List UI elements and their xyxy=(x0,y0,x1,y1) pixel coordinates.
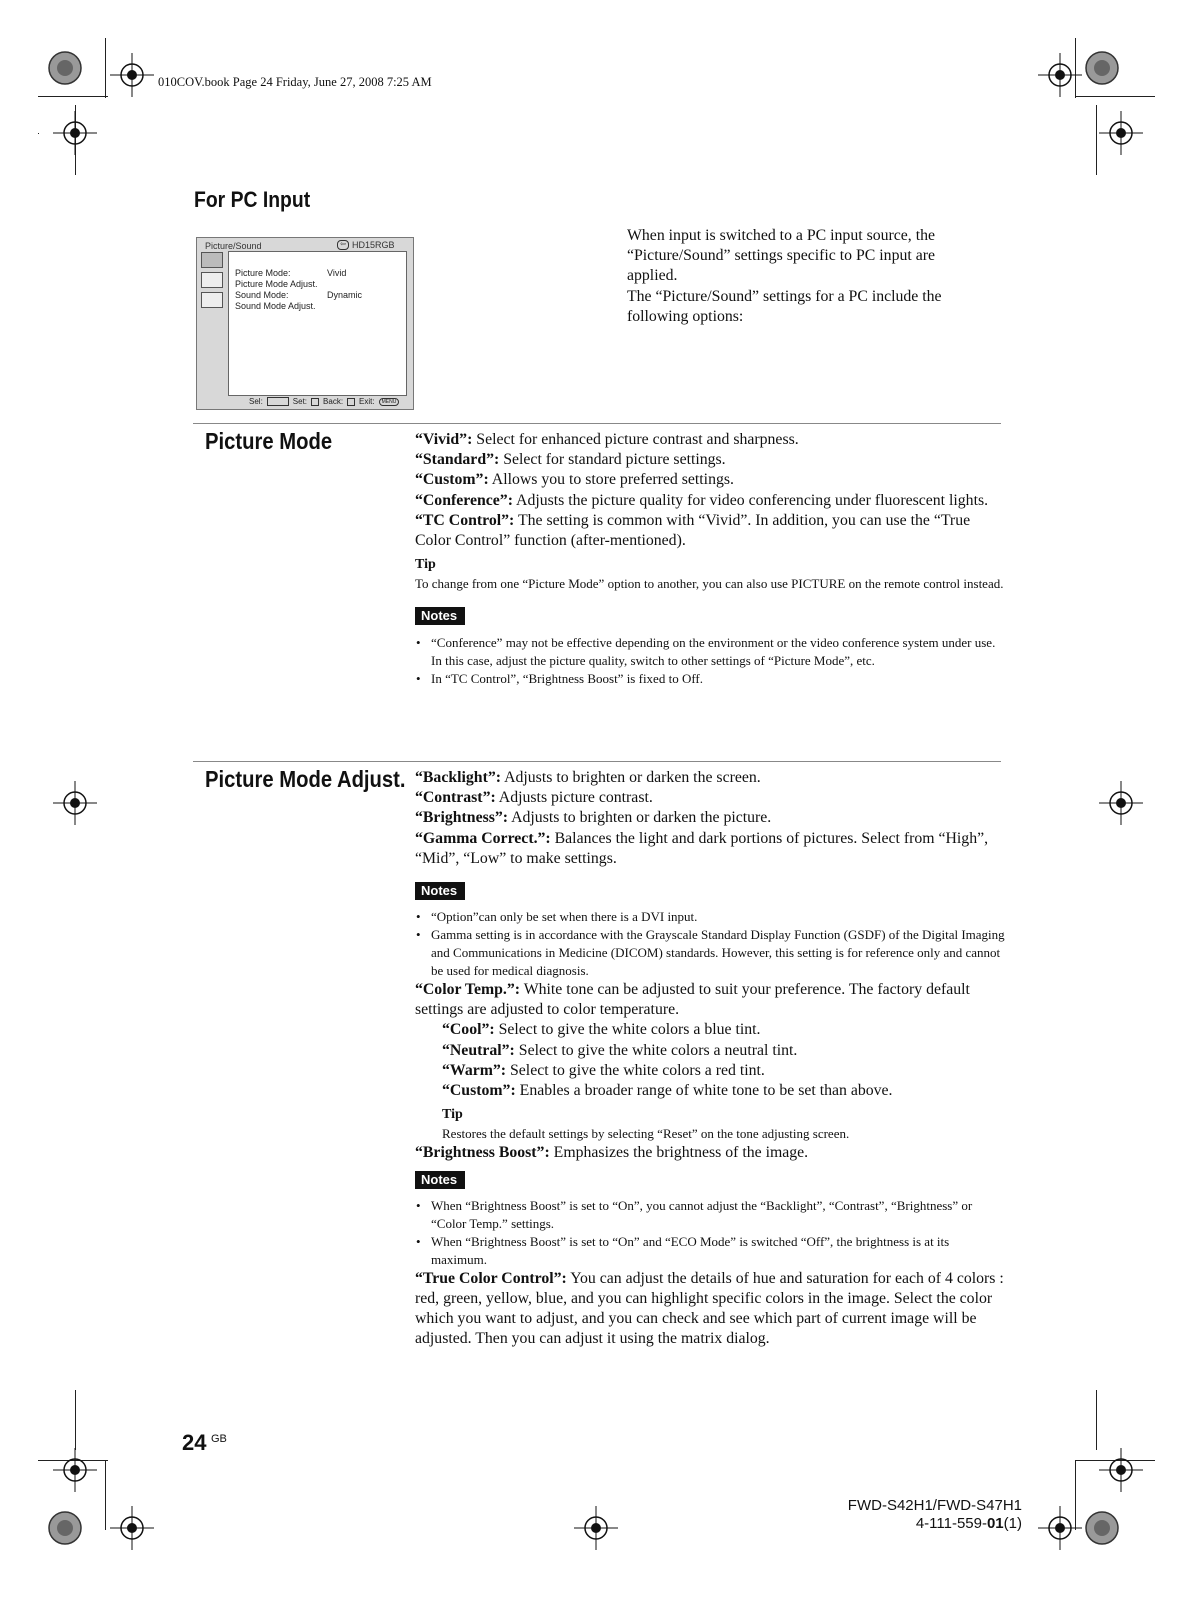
option-gamma: “Gamma Correct.”: Balances the light and dark portions of pictures. Select from “High”, “Mid”, “Low” to make settings. xyxy=(415,829,989,867)
picture-mode-adjust-heading: Picture Mode Adjust. xyxy=(205,766,406,792)
notes-badge: Notes xyxy=(415,882,465,900)
section-divider xyxy=(193,761,1001,762)
option-color-temp: “Color Temp.”: White tone can be adjusted to suit your preference. The factory default settings are adjusted to color temperature. xyxy=(415,981,970,1019)
notes-list xyxy=(415,1197,1005,1269)
registration-target-icon xyxy=(110,1506,154,1550)
notes-badge-wrap xyxy=(415,607,1005,625)
option-brightness-boost: “Brightness Boost”: Emphasizes the brightness of the image. xyxy=(415,1144,809,1162)
page-number: 24 $^{GB}$ xyxy=(182,1430,227,1455)
notes-badge-wrap xyxy=(415,1171,1005,1189)
menu-panel xyxy=(228,251,407,396)
note-item: • Gamma setting is in accordance with the Grayscale Standard Display Function (GSDF) of the Digital Imaging and Communications in Medicine (DICOM) standards. However, this setting is for reference only and cannot be used for medical diagnosis. xyxy=(415,926,1005,980)
option-warm: “Warm”: Select to give the white colors a red tint. xyxy=(442,1061,765,1079)
registration-target-icon xyxy=(1099,781,1143,825)
notes-badge-wrap xyxy=(415,882,1005,900)
note-item: • “Conference” may not be effective depending on the environment or the video conference system under use. In this case, adjust the picture quality, switch to other settings of “Picture Mode”, etc. xyxy=(415,634,1005,670)
option-custom-temp: “Custom”: Enables a broader range of white tone to be set than above. xyxy=(442,1082,893,1100)
back-key-icon xyxy=(347,398,355,406)
intro-line: “Picture/Sound” settings specific to PC input are xyxy=(627,247,935,265)
option-standard: “Standard”: Select for standard picture settings. xyxy=(415,451,726,469)
menu-items xyxy=(235,268,400,312)
option-vivid: “Vivid”: Select for enhanced picture contrast and sharpness. xyxy=(415,431,799,448)
color-target-icon xyxy=(1086,52,1118,84)
arrow-keys-icon xyxy=(267,397,289,406)
tip-label: Tip xyxy=(415,557,436,573)
adjust-options xyxy=(415,768,1005,869)
tip-label: Tip xyxy=(442,1107,463,1123)
option-neutral: “Neutral”: Select to give the white colors a neutral tint. xyxy=(442,1041,798,1059)
model-number: FWD-S42H1/FWD-S47H1 xyxy=(847,1497,1022,1514)
registration-target-icon xyxy=(574,1506,618,1550)
setup-icon xyxy=(201,272,223,288)
intro-line: applied. xyxy=(627,267,678,285)
note-item: • “Option”can only be set when there is a DVI input. xyxy=(415,908,1005,926)
option-tc-control: “TC Control”: The setting is common with “Vivid”. In addition, you can use the “True Color Control” function (after-mentioned). xyxy=(415,511,971,550)
menu-footer: Sel: Set: Back: Exit: MENU xyxy=(249,397,399,406)
section-title: For PC Input xyxy=(194,187,311,212)
tip-text: Restores the default settings by selecting “Reset” on the tone adjusting screen. xyxy=(442,1126,850,1142)
input-icon: ⇦ xyxy=(337,240,349,250)
note-item: • When “Brightness Boost” is set to “On” and “ECO Mode” is switched “Off”, the brightness is at its maximum. xyxy=(415,1233,1005,1269)
part-code: 4-111-559-01(1) xyxy=(915,1515,1022,1532)
color-target-icon xyxy=(1086,1512,1118,1544)
intro-line: When input is switched to a PC input source, the xyxy=(627,227,935,244)
tip-text: To change from one “Picture Mode” option to another, you can also use PICTURE on the remote control instead. xyxy=(415,576,1004,592)
option-true-color-control: “True Color Control”: You can adjust the details of hue and saturation for each of 4 colors : red, green, yellow, blue, and you can highlight specific colors in the image. Select the color which you want to adjust, and you can check and see which part of current image will be adjusted. Then you can adjust it using the matrix dialog. xyxy=(415,1269,1004,1348)
menu-item: Picture Mode Adjust. xyxy=(235,279,318,289)
menu-item: Sound Mode: Dynamic xyxy=(235,290,363,300)
option-cool: “Cool”: Select to give the white colors a blue tint. xyxy=(442,1021,761,1039)
option-backlight: “Backlight”: Adjusts to brighten or darken the screen. xyxy=(415,769,761,786)
registration-target-icon xyxy=(1099,111,1143,155)
intro-line: The “Picture/Sound” settings for a PC include the xyxy=(627,287,942,305)
book-header: 010COV.book Page 24 Friday, June 27, 2008 7:25 AM xyxy=(158,75,432,89)
picture-mode-options xyxy=(415,430,1005,551)
picture-mode-adjust-content xyxy=(415,768,1005,1349)
input-indicator xyxy=(337,240,395,250)
section-divider xyxy=(193,423,1001,424)
menu-title: Picture/Sound xyxy=(205,241,262,251)
registration-target-icon xyxy=(53,1448,97,1492)
color-target-icon xyxy=(49,1512,81,1544)
model-footer xyxy=(848,1497,1022,1533)
menu-tabs xyxy=(201,252,223,308)
option-brightness: “Brightness”: Adjusts to brighten or darken the picture. xyxy=(415,809,772,827)
menu-key-icon: MENU xyxy=(379,398,400,406)
notes-badge: Notes xyxy=(415,607,465,625)
notes-list xyxy=(415,634,1005,688)
picture-mode-content xyxy=(415,430,1005,688)
notes-list xyxy=(415,908,1005,980)
notes-badge: Notes xyxy=(415,1171,465,1189)
menu-item: Picture Mode: Vivid xyxy=(235,268,347,278)
options-icon xyxy=(201,292,223,308)
note-item: • When “Brightness Boost” is set to “On”, you cannot adjust the “Backlight”, “Contrast”, “Brightness” or “Color Temp.” settings. xyxy=(415,1197,1005,1233)
option-custom: “Custom”: Allows you to store preferred settings. xyxy=(415,471,734,489)
menu-item: Sound Mode Adjust. xyxy=(235,301,316,311)
intro-paragraph xyxy=(627,226,1007,327)
option-conference: “Conference”: Adjusts the picture quality for video conferencing under fluorescent lights. xyxy=(415,491,989,509)
note-item: • In “TC Control”, “Brightness Boost” is fixed to Off. xyxy=(415,670,1005,688)
registration-target-icon xyxy=(53,781,97,825)
enter-key-icon xyxy=(311,398,319,406)
registration-target-icon xyxy=(1099,1448,1143,1492)
picture-icon xyxy=(201,252,223,268)
color-target-icon xyxy=(49,52,81,84)
intro-line: following options: xyxy=(627,307,744,325)
registration-target-icon xyxy=(110,53,154,97)
input-label: HD15RGB xyxy=(352,240,395,250)
registration-target-icon xyxy=(53,111,97,155)
option-contrast: “Contrast”: Adjusts picture contrast. xyxy=(415,789,653,807)
registration-target-icon xyxy=(1038,1506,1082,1550)
picture-mode-heading: Picture Mode xyxy=(205,428,333,454)
color-temp-suboptions xyxy=(415,1020,1005,1143)
registration-target-icon xyxy=(1038,53,1082,97)
menu-screenshot xyxy=(196,237,414,410)
